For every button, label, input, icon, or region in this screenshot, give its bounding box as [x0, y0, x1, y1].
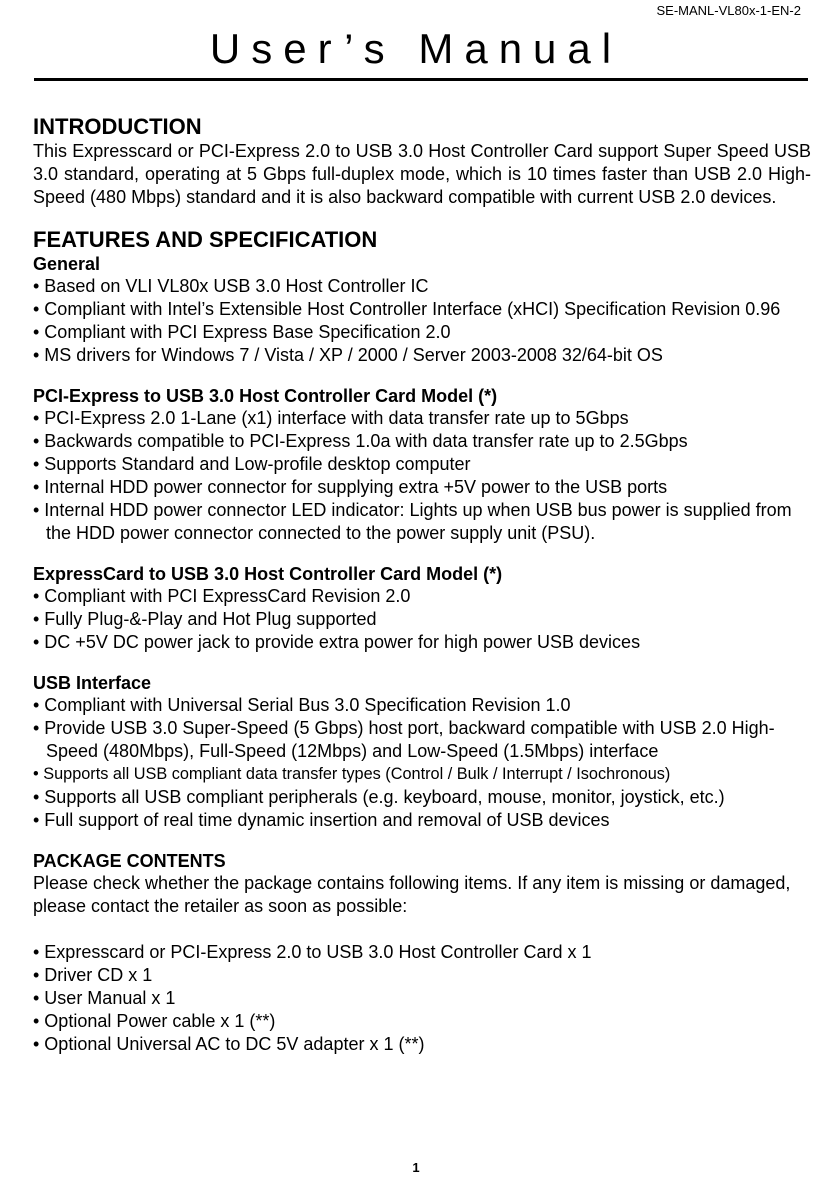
package-contents-text: Please check whether the package contains following items. If any item is missing or damaged, please contact the retailer as soon as possible: — [33, 873, 791, 916]
introduction-heading: INTRODUCTION — [33, 114, 202, 139]
list-item: • Compliant with Intel’s Extensible Host Controller Interface (xHCI) Specification Revision 0.96 — [33, 299, 781, 319]
list-item: • Full support of real time dynamic insertion and removal of USB devices — [33, 810, 610, 830]
pcie-model-list — [33, 407, 811, 545]
introduction-text: This Expresscard or PCI-Express 2.0 to USB 3.0 Host Controller Card support Super Speed USB 3.0 standard, operating at 5 Gbps full-duplex mode, which is 10 times faster than USB 2.0 High-Speed (480 Mbps) standard and it is also backward compatible with current USB 2.0 devices. — [33, 141, 811, 207]
document-id: SE-MANL-VL80x-1-EN-2 — [656, 3, 801, 18]
list-item: • Internal HDD power connector for supplying extra +5V power to the USB ports — [33, 477, 668, 497]
features-heading: FEATURES AND SPECIFICATION — [33, 227, 378, 252]
list-item: • Compliant with Universal Serial Bus 3.0 Specification Revision 1.0 — [33, 695, 571, 715]
list-item: • Driver CD x 1 — [33, 965, 153, 985]
expresscard-model-heading: ExpressCard to USB 3.0 Host Controller Card Model (*) — [33, 564, 503, 584]
list-item: • PCI-Express 2.0 1-Lane (x1) interface with data transfer rate up to 5Gbps — [33, 408, 629, 428]
usb-interface-heading: USB Interface — [33, 673, 152, 693]
list-item: • Fully Plug-&-Play and Hot Plug supported — [33, 609, 377, 629]
manual-body — [33, 114, 811, 1056]
usb-interface-list — [33, 694, 811, 832]
list-item: • Optional Power cable x 1 (**) — [33, 1011, 276, 1031]
list-item: • Compliant with PCI Express Base Specification 2.0 — [33, 322, 451, 342]
expresscard-model-list — [33, 585, 811, 654]
pcie-model-heading: PCI-Express to USB 3.0 Host Controller Card Model (*) — [33, 386, 498, 406]
list-item: • User Manual x 1 — [33, 988, 176, 1008]
list-item: • Provide USB 3.0 Super-Speed (5 Gbps) host port, backward compatible with USB 2.0 High-Speed (480Mbps), Full-Speed (12Mbps) and Low-Speed (1.5Mbps) interface — [33, 718, 775, 761]
list-item: • Expresscard or PCI-Express 2.0 to USB 3.0 Host Controller Card x 1 — [33, 942, 592, 962]
title-divider — [34, 78, 808, 81]
list-item: • DC +5V DC power jack to provide extra power for high power USB devices — [33, 632, 641, 652]
list-item: • Backwards compatible to PCI-Express 1.0a with data transfer rate up to 2.5Gbps — [33, 431, 688, 451]
page-number: 1 — [412, 1160, 420, 1175]
page-title: User’s Manual — [209, 25, 623, 72]
list-item: • Internal HDD power connector LED indicator: Lights up when USB bus power is supplied from the HDD power connector connected to the power supply unit (PSU). — [33, 500, 792, 543]
list-item: • Supports all USB compliant data transfer types (Control / Bulk / Interrupt / Isochronous) — [33, 765, 671, 783]
general-heading: General — [33, 254, 101, 274]
list-item: • Supports Standard and Low-profile desktop computer — [33, 454, 471, 474]
package-contents-list — [33, 941, 811, 1056]
list-item: • Based on VLI VL80x USB 3.0 Host Controller IC — [33, 276, 429, 296]
package-contents-heading: PACKAGE CONTENTS — [33, 851, 226, 871]
list-item: • Supports all USB compliant peripherals (e.g. keyboard, mouse, monitor, joystick, etc.) — [33, 787, 725, 807]
general-list — [33, 275, 811, 367]
list-item: • Optional Universal AC to DC 5V adapter x 1 (**) — [33, 1034, 425, 1054]
list-item: • MS drivers for Windows 7 / Vista / XP / 2000 / Server 2003-2008 32/64-bit OS — [33, 345, 663, 365]
list-item: • Compliant with PCI ExpressCard Revision 2.0 — [33, 586, 411, 606]
